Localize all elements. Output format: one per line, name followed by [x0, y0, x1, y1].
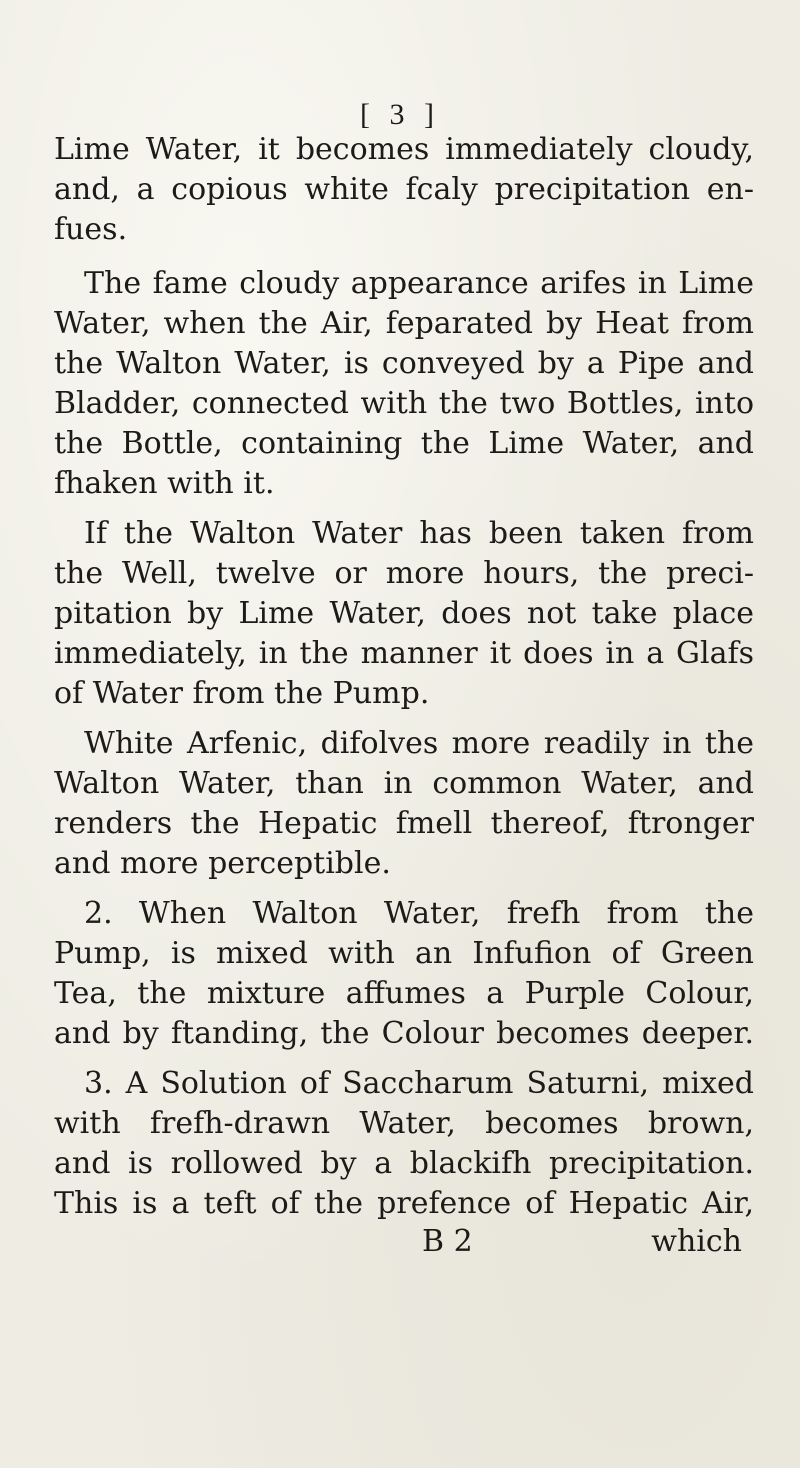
text-line: the Well, twelve or more hours, the preci- — [54, 556, 754, 591]
text-line: with frefh-drawn Water, becomes brown, — [54, 1106, 754, 1141]
paragraph-1 — [54, 130, 754, 250]
text-line: the Bottle, containing the Lime Water, and — [54, 426, 754, 461]
page-footer — [54, 1224, 754, 1264]
text-line: and by ftanding, the Colour becomes deeper. — [54, 1016, 754, 1051]
text-line: immediately, in the manner it does in a Glafs — [54, 636, 754, 671]
text-line: Water, when the Air, feparated by Heat from — [54, 306, 754, 341]
text-line: and, a copious white fcaly precipitation en- — [54, 172, 754, 207]
text-line: The fame cloudy appearance arifes in Lime — [84, 266, 754, 301]
text-line: Walton Water, than in common Water, and — [54, 766, 754, 801]
paragraph-6 — [54, 1064, 754, 1224]
text-line: Tea, the mixture affumes a Purple Colour, — [54, 976, 754, 1011]
text-line: fhaken with it. — [54, 466, 275, 501]
text-line: renders the Hepatic fmell thereof, ftronger — [54, 806, 754, 841]
text-line: and more perceptible. — [54, 846, 391, 881]
catchword: which — [651, 1224, 742, 1259]
text-line: Pump, is mixed with an Infufion of Green — [54, 936, 754, 971]
page-number: [ 3 ] — [360, 98, 440, 131]
paragraph-2 — [54, 264, 754, 504]
text-line: 2. When Walton Water, frefh from the — [84, 896, 754, 931]
text-line: White Arfenic, difolves more readily in the — [84, 726, 754, 761]
text-line: Bladder, connected with the two Bottles, into — [54, 386, 754, 421]
text-line: 3. A Solution of Saccharum Saturni, mixed — [84, 1066, 754, 1101]
text-line: of Water from the Pump. — [54, 676, 430, 711]
text-line: fues. — [54, 212, 128, 247]
paragraph-3 — [54, 514, 754, 714]
text-line: and is rollowed by a blackifh precipitation. — [54, 1146, 754, 1181]
signature-mark: B 2 — [422, 1224, 473, 1259]
paragraph-4 — [54, 724, 754, 884]
text-line: If the Walton Water has been taken from — [84, 516, 754, 551]
text-line: Lime Water, it becomes immediately cloudy, — [54, 132, 754, 167]
paragraph-5 — [54, 894, 754, 1054]
text-line: This is a teft of the prefence of Hepatic Air, — [54, 1186, 754, 1221]
text-line: the Walton Water, is conveyed by a Pipe and — [54, 346, 754, 381]
text-line: pitation by Lime Water, does not take place — [54, 596, 754, 631]
